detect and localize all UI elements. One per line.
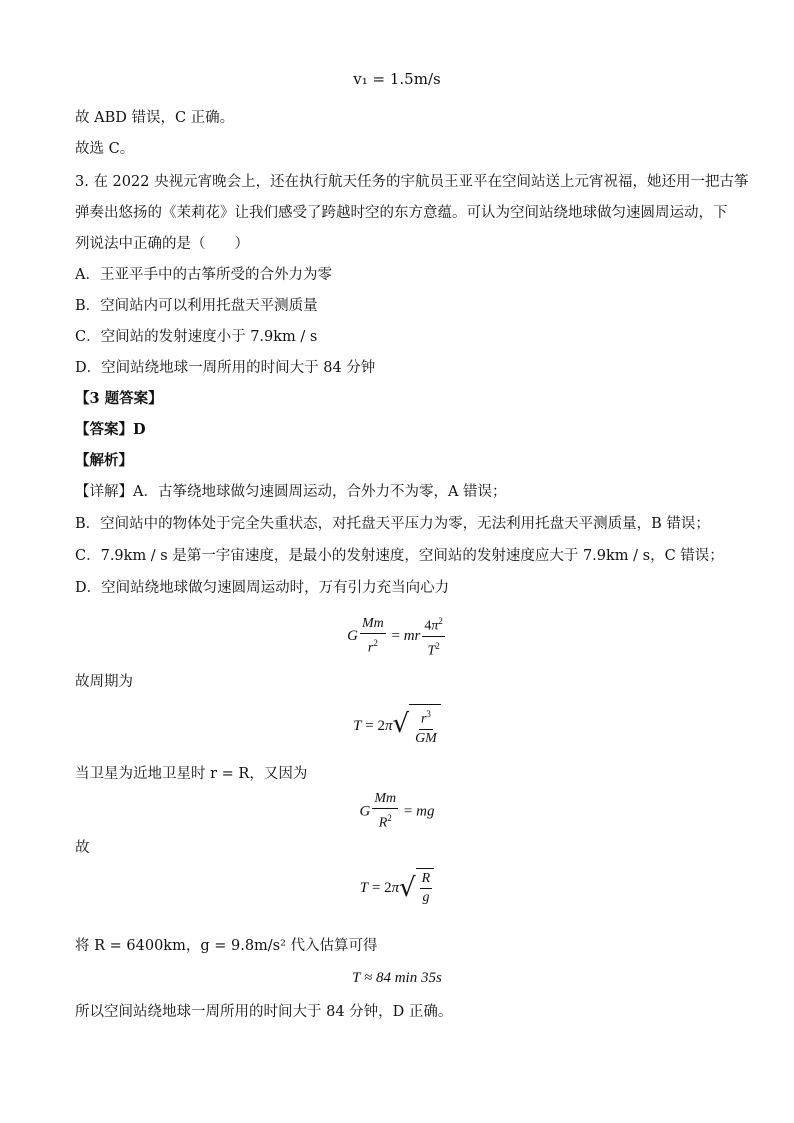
text-near-satellite: 当卫星为近地卫星时 r = R，又因为 <box>75 766 308 782</box>
option-c: C．空间站的发射速度小于 7.9km / s <box>75 329 318 345</box>
text-therefore: 故 <box>75 840 90 856</box>
answer-label: 【答案】D <box>75 421 146 438</box>
equation-surface-gravity: G $\frac{Mm}{R^2}$ = mg <box>359 791 435 831</box>
question-3-line-3: 列说法中正确的是（ ） <box>75 236 249 252</box>
equation-period-near-earth: T = 2π √ $\frac{R}{g}$ <box>0 868 794 908</box>
text-period-intro: 故周期为 <box>75 674 133 690</box>
answer-heading: 【3 题答案】 <box>75 390 163 407</box>
text-abd-wrong: 故 ABD 错误，C 正确。 <box>75 110 235 126</box>
text-substitute-values: 将 R = 6400km，g = 9.8m/s² 代入估算可得 <box>75 938 378 954</box>
detail-b: B．空间站中的物体处于完全失重状态，对托盘天平压力为零，无法利用托盘天平测质量，B 错误； <box>75 516 710 532</box>
option-a: A．王亚平手中的古筝所受的合外力为零 <box>75 267 332 283</box>
question-3-line-1: 3. 在 2022 央视元宵晚会上，还在执行航天任务的宇航员王亚平在空间站送上元宵祝福，她还用一把古筝 <box>75 174 749 190</box>
detail-a: 【详解】A．古筝绕地球做匀速圆周运动，合外力不为零，A 错误； <box>75 484 507 500</box>
detail-c: C．7.9km / s 是第一宇宙速度，是最小的发射速度，空间站的发射速度应大于 7.9km / s，C 错误； <box>75 548 724 564</box>
analysis-heading: 【解析】 <box>75 452 133 469</box>
equation-v1: v₁ = 1.5m/s <box>353 70 441 88</box>
text-conclusion: 所以空间站绕地球一周所用的时间大于 84 分钟，D 正确。 <box>75 1004 453 1020</box>
option-b: B．空间站内可以利用托盘天平测质量 <box>75 298 318 314</box>
equation-gravity-centripetal: G $\frac{Mm}{r^2}$ = mr $\frac{4\pi^2}{T^2}$ <box>0 612 794 660</box>
detail-d: D．空间站绕地球做匀速圆周运动时，万有引力充当向心力 <box>75 580 450 596</box>
text-choose-c: 故选 C。 <box>75 141 135 157</box>
equation-result: T ≈ 84 min 35s <box>352 970 442 986</box>
equation-period-general: T = 2π √ $\frac{r^3}{GM}$ <box>0 704 794 748</box>
question-3-line-2: 弹奏出悠扬的《茉莉花》让我们感受了跨越时空的东方意蕴。可认为空间站绕地球做匀速圆周运动，下 <box>75 205 728 221</box>
option-d: D．空间站绕地球一周所用的时间大于 84 分钟 <box>75 360 376 376</box>
